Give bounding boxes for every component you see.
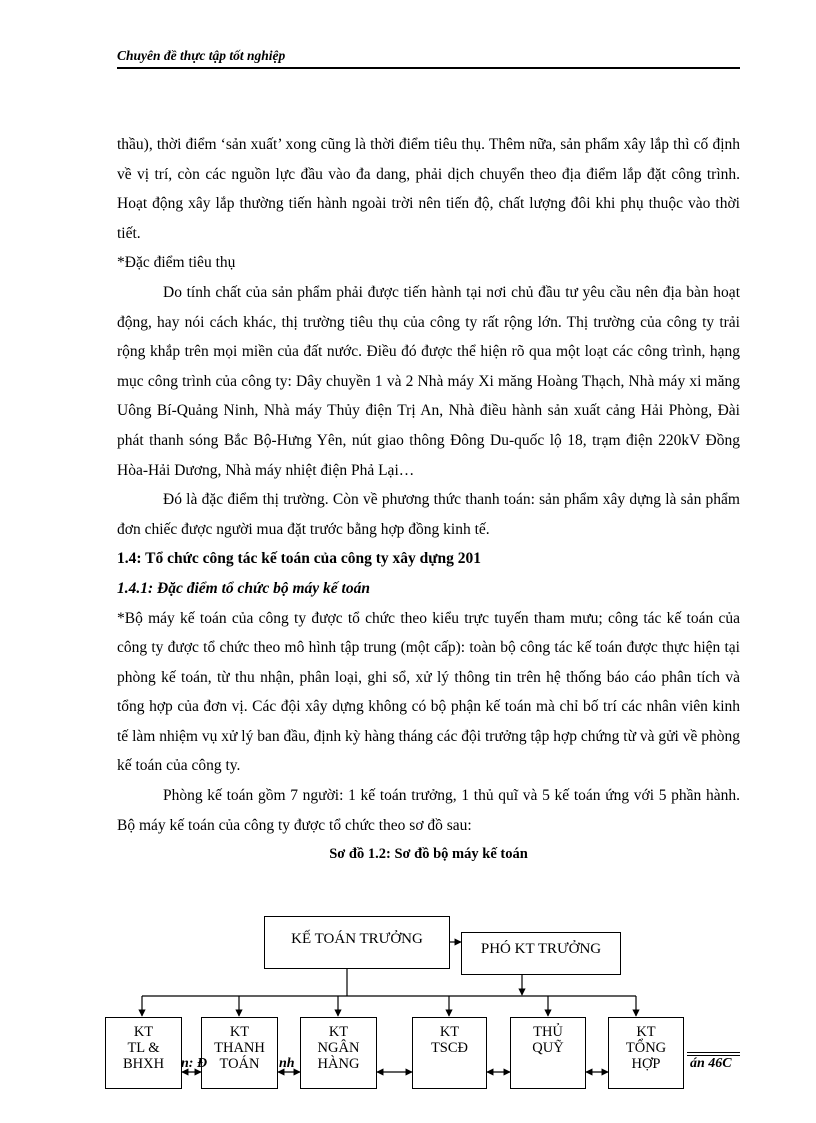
deputy-chief-label: PHÓ KT TRƯỞNG [480,941,602,957]
unit-2-line-2: THANH [214,1040,265,1056]
unit-6-line-2: TỔNG [625,1040,667,1056]
chief-accountant-label: KẾ TOÁN TRƯỞNG [291,931,423,947]
paragraph-3: Do tính chất của sản phẩm phải được tiến hành tại nơi chủ đầu tư yêu cầu nên địa bàn hoạt động, hay nói cách khác, thị trường tiêu thụ của công ty rất rộng lớn. Thị trường của công ty trải rộng khắp trên mọi miền của đất nước. Điều đó được thể hiện rõ qua một loạt các công trình, hạng mục công trình của công ty: Dây chuyền 1 và 2 Nhà máy Xi măng Hoàng Thạch, Nhà máy xi măng Uông Bí-Quảng Ninh, Nhà máy Thủy điện Trị An, Nhà điều hành sản xuất cảng Hải Phòng, Đài phát thanh sóng Bắc Bộ-Hưng Yên, nút giao thông Đông Du-quốc lộ 18, trạm điện 220kV Đồng Hòa-Hải Dương, Nhà máy nhiệt điện Phả Lại… [117,283,740,479]
paragraph-4: Đó là đặc điểm thị trường. Còn về phương thức thanh toán: sản phẩm xây dựng là sản phẩm đơn chiếc được người mua đặt trước bằng hợp đồng kinh tế. [117,491,740,538]
unit-box-payment [201,1017,278,1089]
unit-1-line-3: BHXH [122,1056,165,1072]
unit-2-line-1: KT [229,1024,250,1040]
footer-right-fragment: án 46C [690,1056,732,1071]
deputy-chief-box [461,932,621,975]
section-heading: 1.4: Tổ chức công tác kế toán của công ty xây dựng 201 [117,550,482,568]
subsection-heading: 1.4.1: Đặc điểm tổ chức bộ máy kế toán [117,579,370,597]
unit-6-line-3: HỢP [631,1056,661,1072]
unit-box-bank [300,1017,377,1089]
chief-accountant-box [264,916,450,969]
unit-4-line-1: KT [439,1024,460,1040]
unit-1-line-2: TL & [127,1040,160,1056]
unit-6-line-1: KT [636,1024,656,1040]
unit-2-line-3: TOÁN [219,1056,260,1072]
unit-5-line-1: THỦ [533,1024,563,1040]
unit-5-line-2: QUỸ [532,1040,564,1056]
paragraph-5: *Bộ máy kế toán của công ty được tổ chức theo kiểu trực tuyến tham mưu; công tác kế toán của công ty được tổ chức theo mô hình tập trung (một cấp): toàn bộ công tác kế toán được thực hiện tại phòng kế toán, từ thu nhận, phân loại, ghi sổ, xử lý thông tin trên hệ thống báo cáo phân tích và tổng hợp của đơn vị. Các đội xây dựng không có bộ phận kế toán mà chỉ bố trí các nhân viên kinh tế làm nhiệm vụ xử lý ban đầu, định kỳ hàng tháng các đội trưởng tập hợp chứng từ và gửi về phòng kế toán của công ty. [117,609,740,775]
unit-box-fixed-assets [412,1017,487,1089]
footer-rule-top [687,1052,740,1053]
unit-box-treasurer [510,1017,586,1089]
paragraph-2: *Đặc điểm tiêu thụ [117,254,236,272]
unit-1-line-1: KT [133,1024,154,1040]
unit-3-line-3: HÀNG [317,1056,360,1072]
unit-3-line-2: NGÂN [317,1040,360,1056]
footer-left-fragment: n: Đ [181,1056,208,1071]
paragraph-6: Phòng kế toán gồm 7 người: 1 kế toán trưởng, 1 thủ quĩ và 5 kế toán ứng với 5 phần hành. Bộ máy kế toán của công ty được tổ chức theo sơ đồ sau: [117,787,740,834]
footer-mid-fragment: nh [279,1056,295,1071]
unit-box-salary [105,1017,182,1089]
diagram-caption: Sơ đồ 1.2: Sơ đồ bộ máy kế toán [329,846,528,863]
unit-box-general [608,1017,684,1089]
paragraph-1: thầu), thời điểm ‘sản xuất’ xong cũng là thời điểm tiêu thụ. Thêm nữa, sản phẩm xây lắp thì cố định về vị trí, còn các nguồn lực đầu vào đa dang, phải dịch chuyển theo địa điểm lắp đặt công trình. Hoạt động xây lắp thường tiến hành ngoài trời nên tiến độ, chất lượng đôi khi phụ thuộc vào thời tiết. [117,136,740,242]
unit-4-line-2: TSCĐ [430,1040,469,1056]
header-title: Chuyên đề thực tập tốt nghiệp [117,48,286,63]
unit-3-line-1: KT [328,1024,349,1040]
